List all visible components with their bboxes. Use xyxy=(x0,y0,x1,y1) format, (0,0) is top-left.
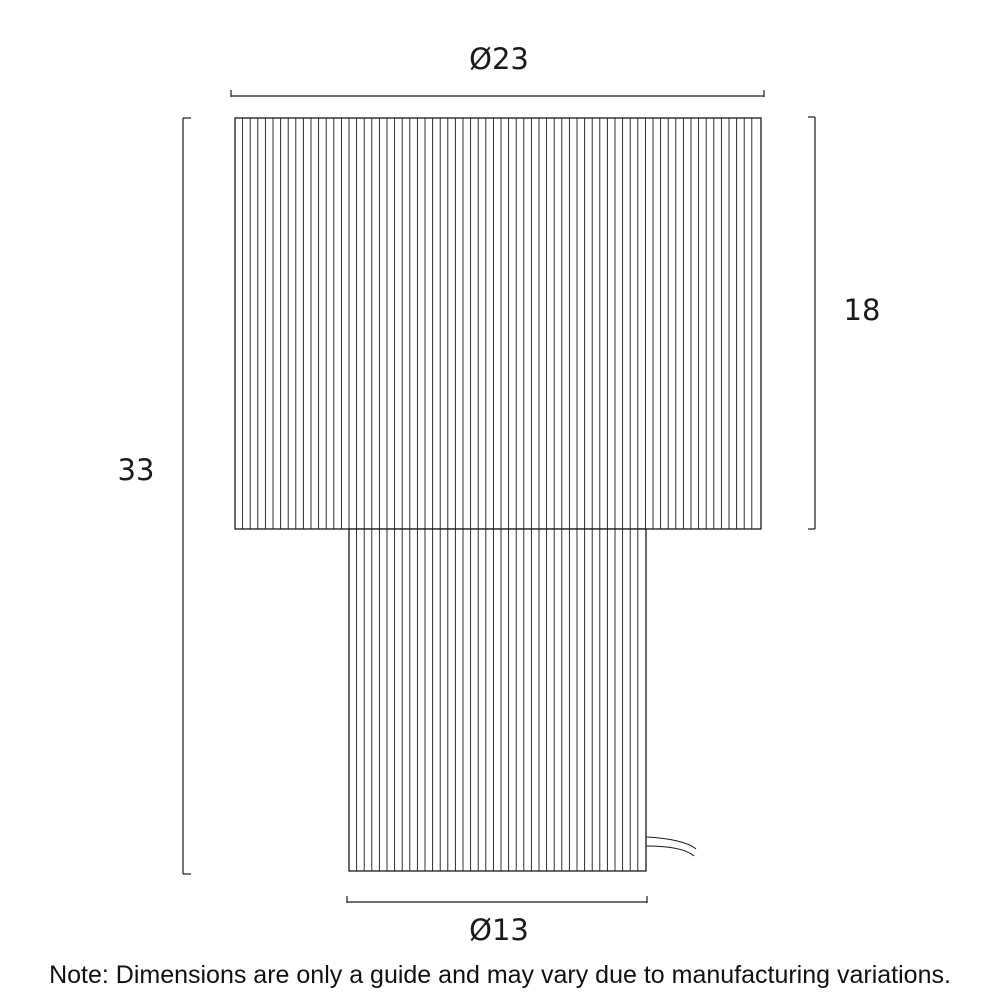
total-height-dimension xyxy=(183,118,191,874)
shade-diameter-label: Ø23 xyxy=(469,42,529,76)
power-cord xyxy=(646,837,696,856)
lamp-base-outline xyxy=(349,529,646,871)
lamp-shade-outline xyxy=(235,118,761,529)
lamp-base xyxy=(349,529,646,871)
base-diameter-dimension xyxy=(347,896,647,903)
shade-height-label: 18 xyxy=(843,293,881,327)
base-diameter-label: Ø13 xyxy=(469,913,529,947)
disclaimer-note: Note: Dimensions are only a guide and may vary due to manufacturing variations. xyxy=(49,961,951,989)
shade-height-dimension xyxy=(808,117,815,529)
lamp-shade xyxy=(235,118,761,529)
total-height-label: 33 xyxy=(117,453,155,487)
shade-diameter-dimension xyxy=(231,90,764,97)
